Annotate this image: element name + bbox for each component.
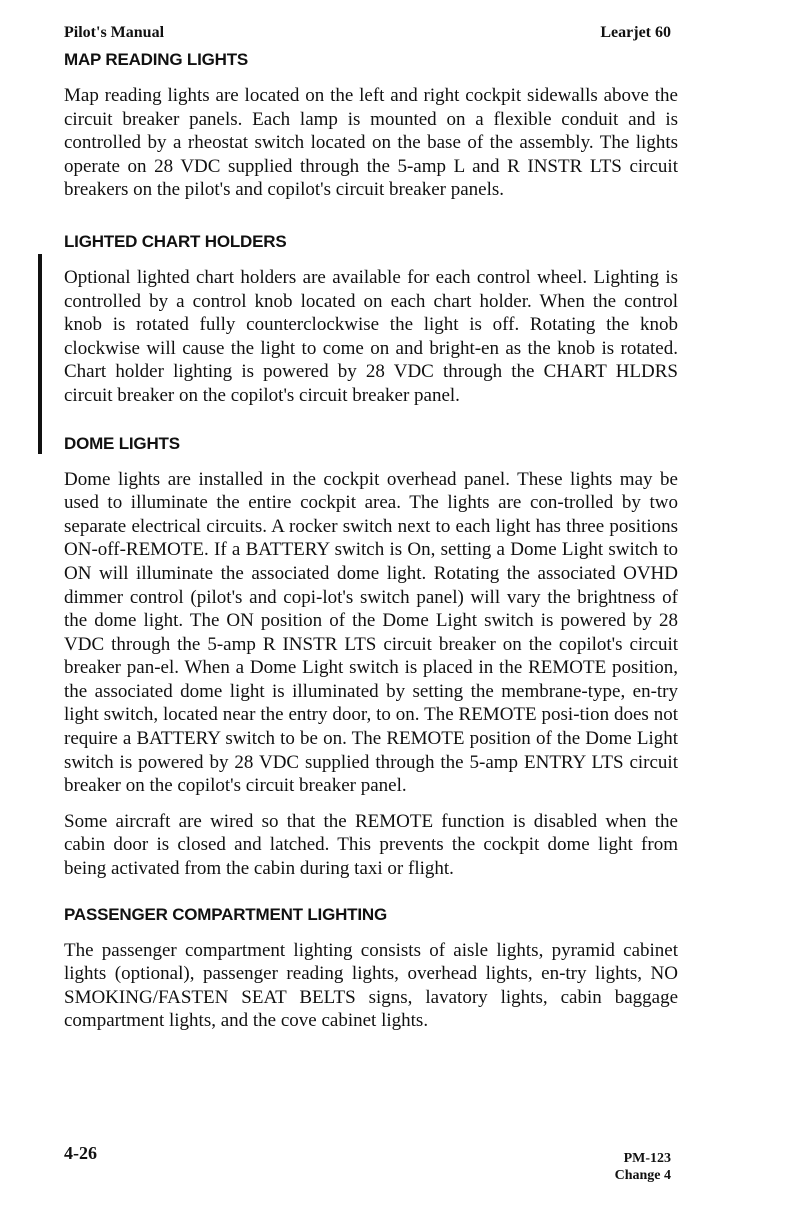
section-paragraph: Optional lighted chart holders are available for each control wheel. Lighting is controlled by a control knob located on each chart holder. When the control knob is rotated fully counterclockwise the light is off. Rotating the knob clockwise will cause the light to come on and bright-en as the knob is rotated. Chart holder lighting is powered by 28 VDC through the CHART HLDRS circuit breaker on the copilot's circuit breaker panel. xyxy=(64,266,678,406)
section-paragraph: Dome lights are installed in the cockpit overhead panel. These lights may be used to illuminate the entire cockpit area. The lights are con-trolled by two separate electrical circuits. A rocker switch next to each light has three positions ON-off-REMOTE. If a BATTERY switch is On, setting a Dome Light switch to ON will illuminate the associated dome light. Rotating the associated OVHD dimmer control (pilot's and copi-lot's switch panel) will vary the brightness of the dome light. The ON position of the Dome Light switch is powered by 28 VDC through the 5-amp R INSTR LTS circuit breaker on the copilot's circuit breaker pan-el. When a Dome Light switch is placed in the REMOTE position, the associated dome light is illuminated by setting the membrane-type, en-try light switch, located near the entry door, to on. The REMOTE posi-tion does not require a BATTERY switch to be on. The REMOTE position of the Dome Light switch is powered by 28 VDC supplied through the 5-amp ENTRY LTS circuit breaker on the copilot's circuit breaker panel. xyxy=(64,468,678,797)
section-map-reading-lights xyxy=(64,50,678,202)
header-aircraft-model: Learjet 60 xyxy=(600,24,671,41)
section-dome-lights xyxy=(64,434,678,881)
document-id: PM-123 xyxy=(623,1151,671,1166)
revision-change-bar xyxy=(38,254,42,454)
section-paragraph: Some aircraft are wired so that the REMOTE function is disabled when the cabin door is closed and latched. This prevents the cockpit dome light from being activated from the cabin during taxi or flight. xyxy=(64,810,678,880)
section-heading: PASSENGER COMPARTMENT LIGHTING xyxy=(64,904,387,924)
page-content xyxy=(64,50,678,1057)
section-paragraph: The passenger compartment lighting consists of aisle lights, pyramid cabinet lights (optional), passenger reading lights, overhead lights, en-try lights, NO SMOKING/FASTEN SEAT BELTS signs, lavatory lights, cabin baggage compartment lights, and the cove cabinet lights. xyxy=(64,939,678,1032)
page-number: 4-26 xyxy=(64,1143,97,1163)
section-paragraph: Map reading lights are located on the left and right cockpit sidewalls above the circuit breaker panels. Each lamp is mounted on a flexible conduit and is controlled by a rheostat switch located on the base of the assembly. The lights operate on 28 VDC supplied through the 5-amp L and R INSTR LTS circuit breakers on the pilot's and copilot's circuit breaker panels. xyxy=(64,85,678,201)
header-manual-title: Pilot's Manual xyxy=(64,24,165,41)
section-heading: LIGHTED CHART HOLDERS xyxy=(64,231,287,251)
section-heading: DOME LIGHTS xyxy=(64,433,180,453)
change-number: Change 4 xyxy=(614,1168,671,1183)
footer-document-info xyxy=(615,1150,671,1184)
section-heading: MAP READING LIGHTS xyxy=(64,50,249,69)
section-lighted-chart-holders xyxy=(64,232,678,408)
section-passenger-compartment-lighting xyxy=(64,905,678,1033)
